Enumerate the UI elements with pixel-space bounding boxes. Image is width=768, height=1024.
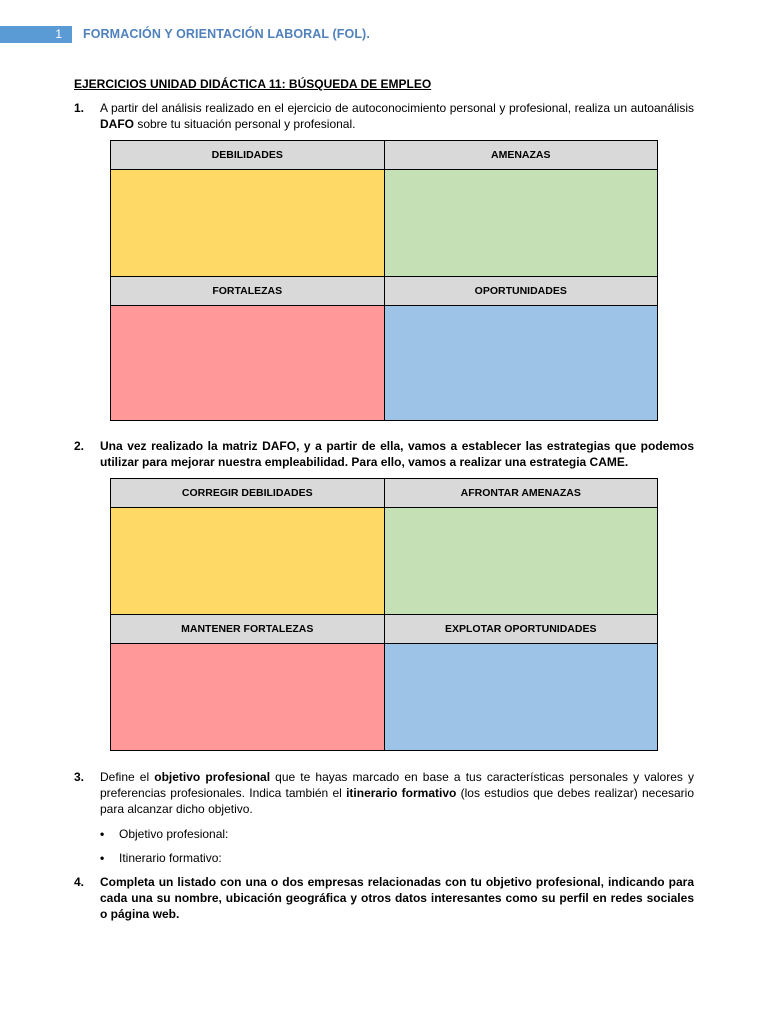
exercise-4 <box>74 874 694 922</box>
exercise-text-part: que te hayas marcado en base a tus características personales y valores y preferencias profesionales. Indica también el <box>100 770 695 800</box>
dafo-cell-fortalezas[interactable] <box>111 306 385 421</box>
page-number: 1 <box>0 26 72 43</box>
exercise-text-emphasis: DAFO <box>100 117 134 131</box>
bullet-objetivo-profesional: Objetivo profesional: <box>119 827 229 841</box>
came-cell-mantener[interactable] <box>111 644 385 751</box>
exercise-text <box>100 769 694 817</box>
came-cell-corregir[interactable] <box>111 508 385 615</box>
exercise-text-emphasis: objetivo profesional <box>154 770 271 784</box>
came-header-afrontar: AFRONTAR AMENAZAS <box>384 479 658 508</box>
exercise-text-emphasis: itinerario formativo <box>346 786 457 800</box>
exercise-text: Una vez realizado la matriz DAFO, y a partir de ella, vamos a establecer las estrategias que podemos utilizar para mejorar nuestra empleabilidad. Para ello, vamos a realizar una estrategia CAME. <box>100 439 694 469</box>
exercise-number: 4. <box>74 875 85 889</box>
bullet-icon: • <box>100 851 105 865</box>
exercise-number: 3. <box>74 770 85 784</box>
exercise-text: Completa un listado con una o dos empresas relacionadas con tu objetivo profesional, indicando para cada una su nombre, ubicación geográfica y otros datos interesantes como su perfil en redes sociales o página web. <box>100 875 694 921</box>
exercise-text <box>100 100 694 132</box>
came-cell-afrontar[interactable] <box>384 508 658 615</box>
exercise-1 <box>74 100 694 132</box>
exercise-3 <box>74 769 694 817</box>
dafo-header-debilidades: DEBILIDADES <box>111 141 385 170</box>
bullet-icon: • <box>100 827 105 841</box>
exercise-text-part: sobre tu situación personal y profesional. <box>134 117 356 131</box>
exercise-text-part: A partir del análisis realizado en el ejercicio de autoconocimiento personal y profesional, realiza un autoanálisis <box>100 101 694 115</box>
came-header-mantener: MANTENER FORTALEZAS <box>111 615 385 644</box>
dafo-cell-debilidades[interactable] <box>111 170 385 277</box>
came-table <box>110 478 658 751</box>
exercise-text-part: (los estudios que debes realizar) necesario para alcanzar dicho objetivo. <box>100 786 695 816</box>
dafo-header-amenazas: AMENAZAS <box>384 141 658 170</box>
came-cell-explotar[interactable] <box>384 644 658 751</box>
dafo-table <box>110 140 658 421</box>
came-header-corregir: CORREGIR DEBILIDADES <box>111 479 385 508</box>
exercise-text-part: Define el <box>100 770 155 784</box>
dafo-cell-amenazas[interactable] <box>384 170 658 277</box>
dafo-header-fortalezas: FORTALEZAS <box>111 277 385 306</box>
came-header-explotar: EXPLOTAR OPORTUNIDADES <box>384 615 658 644</box>
dafo-cell-oportunidades[interactable] <box>384 306 658 421</box>
exercise-number: 2. <box>74 439 85 453</box>
bullet-itinerario-formativo: Itinerario formativo: <box>119 851 222 865</box>
dafo-header-oportunidades: OPORTUNIDADES <box>384 277 658 306</box>
document-title: FORMACIÓN Y ORIENTACIÓN LABORAL (FOL). <box>83 27 370 41</box>
exercise-number: 1. <box>74 101 85 115</box>
exercise-2 <box>74 438 694 470</box>
unit-title: EJERCICIOS UNIDAD DIDÁCTICA 11: BÚSQUEDA DE EMPLEO <box>74 77 432 91</box>
page-header <box>0 26 768 43</box>
